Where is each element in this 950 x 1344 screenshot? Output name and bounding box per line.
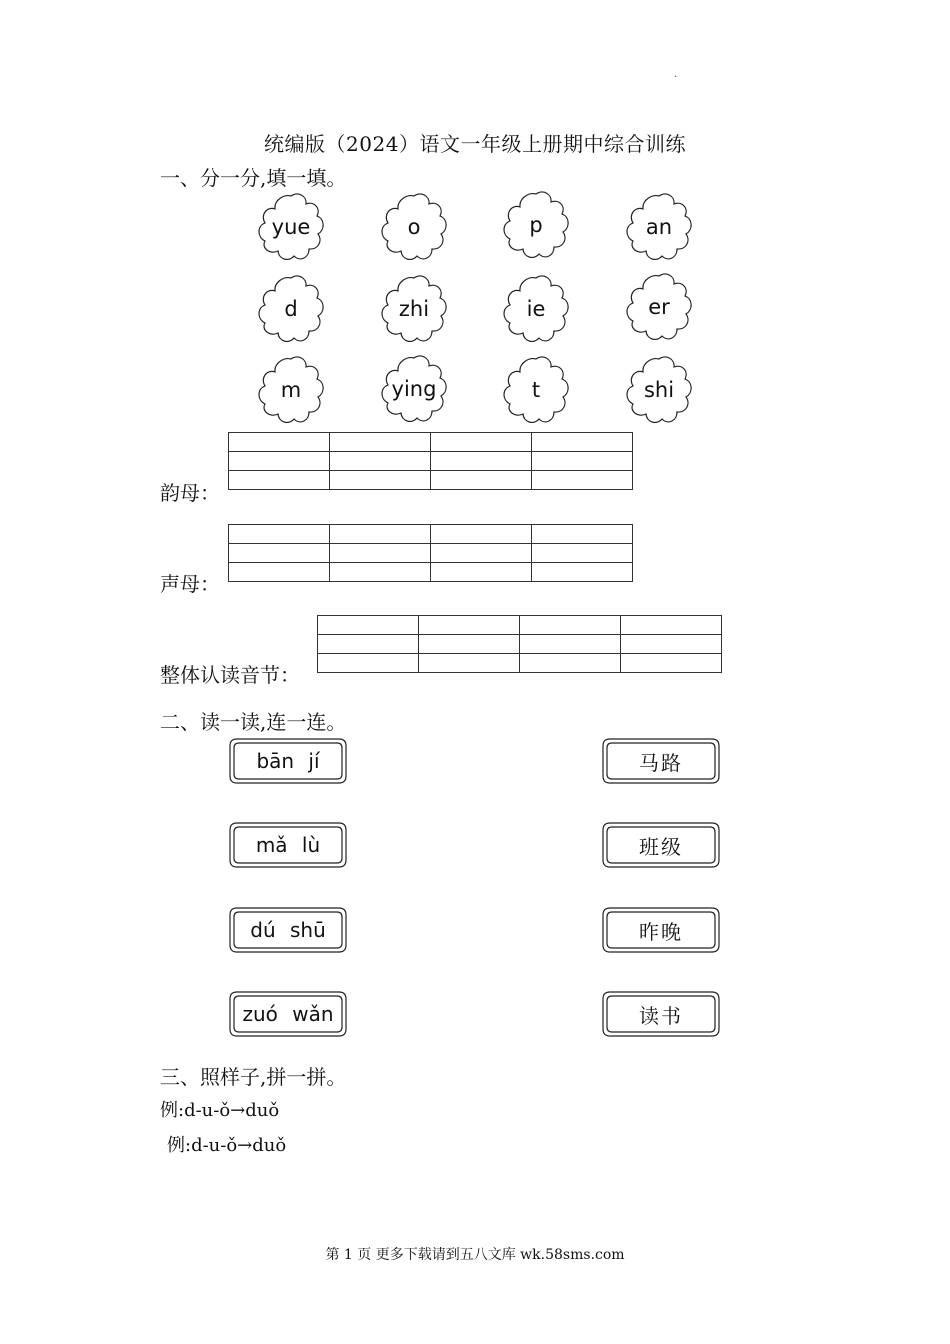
page-dot: · <box>674 72 678 83</box>
flower-item <box>379 354 449 424</box>
flower-item <box>624 192 694 262</box>
flower-item <box>379 274 449 344</box>
pinyin-card-label: mǎ lù <box>255 833 321 857</box>
flower-item <box>501 355 571 425</box>
flower-label: d <box>284 297 298 321</box>
word-card-label: 马路 <box>639 750 683 775</box>
flower-label: an <box>645 215 673 239</box>
word-card-label: 班级 <box>639 834 683 859</box>
flower-item <box>624 272 694 342</box>
pinyin-card[interactable] <box>229 738 347 784</box>
finals-label: 韵母： <box>160 481 220 505</box>
flower-label: t <box>531 378 541 402</box>
initials-label: 声母： <box>160 572 220 596</box>
word-card-label: 读书 <box>639 1003 683 1028</box>
section-2-heading: 二、读一读,连一连。 <box>160 710 347 734</box>
flower-label: yue <box>271 215 311 239</box>
flower-label: shi <box>643 378 675 402</box>
word-card-label: 昨晚 <box>639 919 683 944</box>
flower-item <box>624 355 694 425</box>
flower-item <box>256 274 326 344</box>
page-title: 统编版（2024）语文一年级上册期中综合训练 <box>264 132 686 156</box>
word-card[interactable] <box>602 991 720 1037</box>
flower-item <box>379 192 449 262</box>
flower-item <box>501 190 571 260</box>
word-card[interactable] <box>602 822 720 868</box>
pinyin-card-label: bān jí <box>256 749 320 773</box>
initials-answer-grid[interactable] <box>228 524 633 582</box>
flower-label: o <box>407 215 421 239</box>
flower-label: ie <box>526 297 546 321</box>
example-line: 例:d-u-ǒ→duǒ <box>167 1135 287 1156</box>
flower-label: p <box>529 213 543 237</box>
finals-answer-grid[interactable] <box>228 432 633 490</box>
word-card[interactable] <box>602 907 720 953</box>
word-card[interactable] <box>602 738 720 784</box>
flower-item <box>256 355 326 425</box>
pinyin-card[interactable] <box>229 907 347 953</box>
example-line: 例:d-u-ǒ→duǒ <box>160 1100 280 1121</box>
flower-label: m <box>280 378 302 402</box>
pinyin-card[interactable] <box>229 822 347 868</box>
section-1-heading: 一、分一分,填一填。 <box>160 166 347 190</box>
section-3-heading: 三、照样子,拼一拼。 <box>160 1065 347 1089</box>
flower-label: zhi <box>398 297 430 321</box>
flower-label: ying <box>391 377 437 401</box>
flower-label: er <box>648 295 670 319</box>
flower-item <box>256 192 326 262</box>
whole-syllables-answer-grid[interactable] <box>317 615 722 673</box>
flower-item <box>501 274 571 344</box>
pinyin-card-label: zuó wǎn <box>242 1002 334 1026</box>
pinyin-card-label: dú shū <box>250 918 326 942</box>
pinyin-card[interactable] <box>229 991 347 1037</box>
page-footer: 第 1 页 更多下载请到五八文库 wk.58sms.com <box>325 1247 625 1263</box>
whole-syllables-label: 整体认读音节： <box>160 663 300 687</box>
